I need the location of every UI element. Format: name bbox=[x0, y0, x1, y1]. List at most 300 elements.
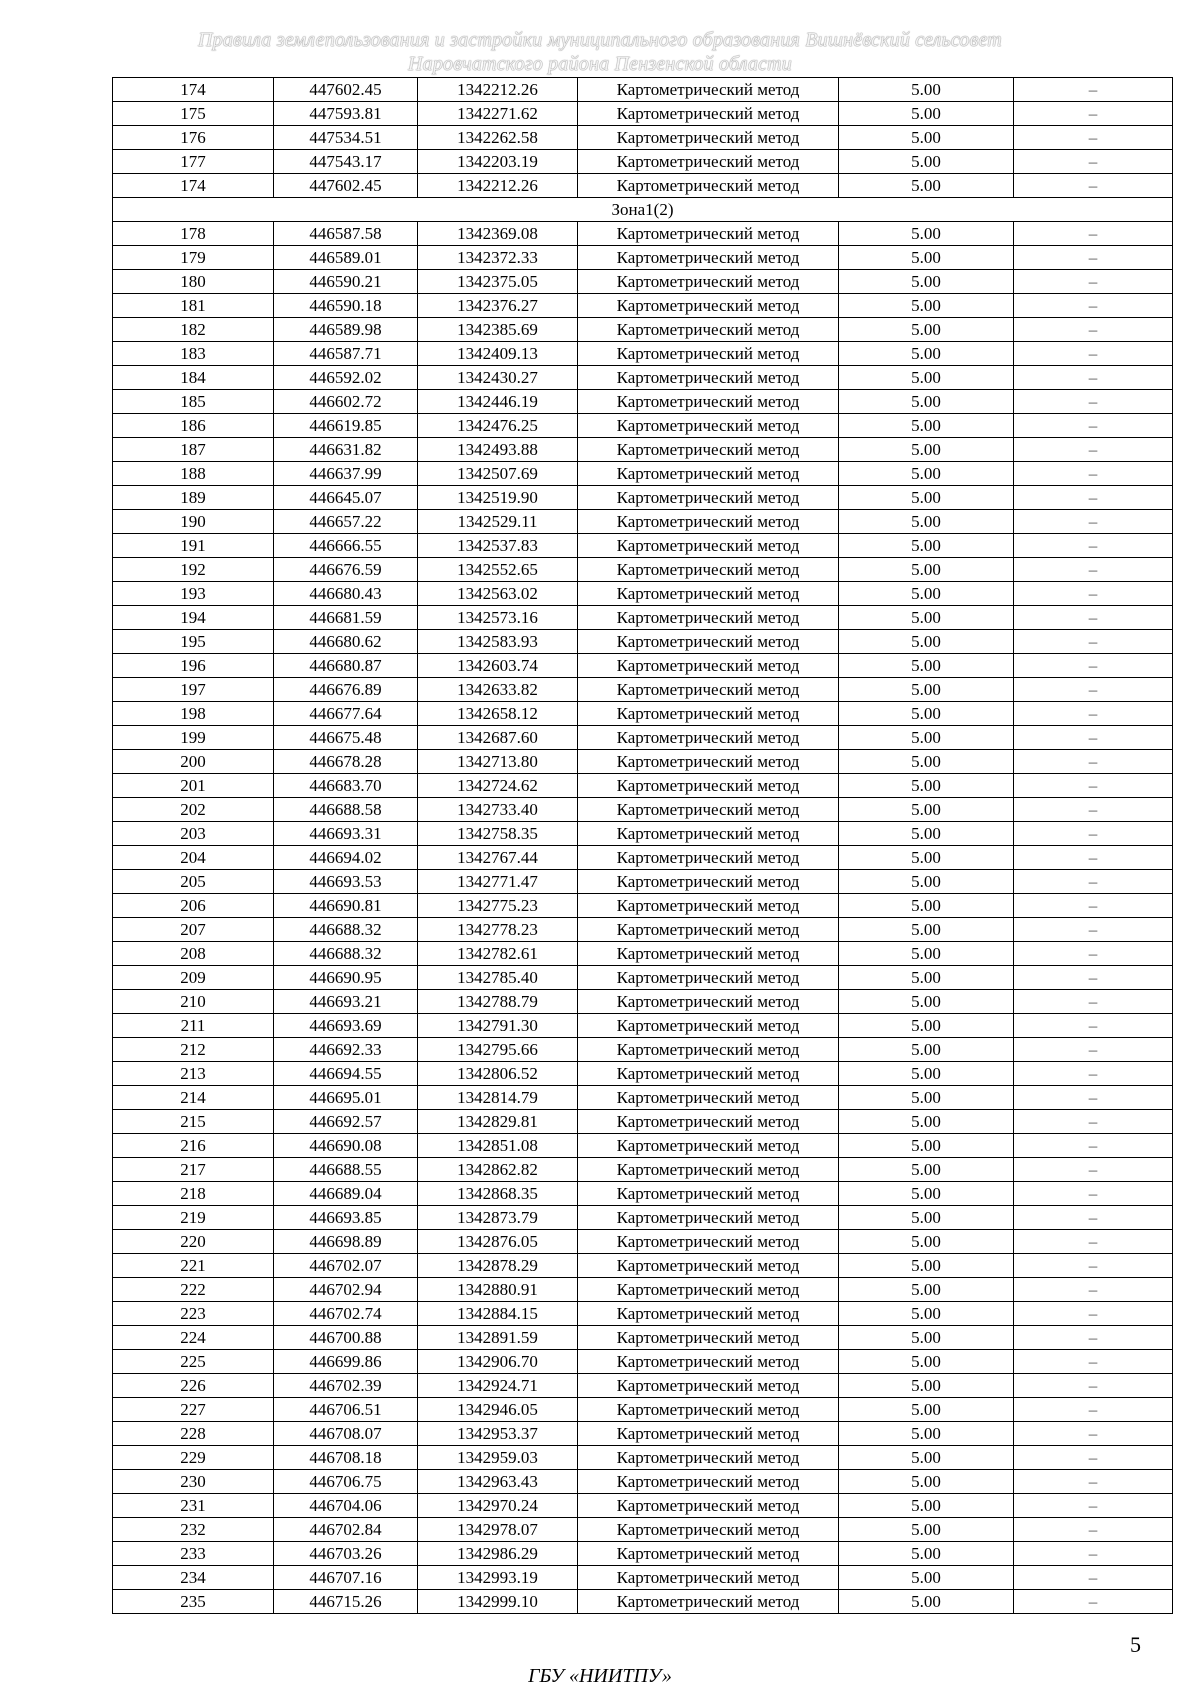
table-row bbox=[113, 1086, 1173, 1110]
description-cell: – bbox=[1014, 270, 1173, 294]
point-number-cell: 231 bbox=[113, 1494, 274, 1518]
x-coordinate-cell: 447602.45 bbox=[274, 174, 418, 198]
x-coordinate-cell: 446708.18 bbox=[274, 1446, 418, 1470]
x-coordinate-cell: 446680.62 bbox=[274, 630, 418, 654]
description-cell: – bbox=[1014, 1494, 1173, 1518]
description-cell: – bbox=[1014, 102, 1173, 126]
method-cell: Картометрический метод bbox=[578, 150, 839, 174]
table-row bbox=[113, 390, 1173, 414]
table-row bbox=[113, 270, 1173, 294]
point-number-cell: 216 bbox=[113, 1134, 274, 1158]
description-cell: – bbox=[1014, 1350, 1173, 1374]
x-coordinate-cell: 446681.59 bbox=[274, 606, 418, 630]
accuracy-cell: 5.00 bbox=[839, 966, 1014, 990]
accuracy-cell: 5.00 bbox=[839, 150, 1014, 174]
accuracy-cell: 5.00 bbox=[839, 486, 1014, 510]
description-cell: – bbox=[1014, 1518, 1173, 1542]
y-coordinate-cell: 1342271.62 bbox=[418, 102, 578, 126]
accuracy-cell: 5.00 bbox=[839, 1446, 1014, 1470]
method-cell: Картометрический метод bbox=[578, 870, 839, 894]
x-coordinate-cell: 446590.21 bbox=[274, 270, 418, 294]
point-number-cell: 197 bbox=[113, 678, 274, 702]
method-cell: Картометрический метод bbox=[578, 1278, 839, 1302]
x-coordinate-cell: 446592.02 bbox=[274, 366, 418, 390]
method-cell: Картометрический метод bbox=[578, 1518, 839, 1542]
method-cell: Картометрический метод bbox=[578, 414, 839, 438]
x-coordinate-cell: 446590.18 bbox=[274, 294, 418, 318]
x-coordinate-cell: 446702.07 bbox=[274, 1254, 418, 1278]
y-coordinate-cell: 1342795.66 bbox=[418, 1038, 578, 1062]
x-coordinate-cell: 446688.32 bbox=[274, 942, 418, 966]
accuracy-cell: 5.00 bbox=[839, 1014, 1014, 1038]
table-row bbox=[113, 414, 1173, 438]
y-coordinate-cell: 1342963.43 bbox=[418, 1470, 578, 1494]
accuracy-cell: 5.00 bbox=[839, 1350, 1014, 1374]
description-cell: – bbox=[1014, 366, 1173, 390]
method-cell: Картометрический метод bbox=[578, 1014, 839, 1038]
y-coordinate-cell: 1342880.91 bbox=[418, 1278, 578, 1302]
header-line-1: Правила землепользования и застройки муниципального образования Вишнёвский сельсовет bbox=[198, 29, 1002, 51]
description-cell: – bbox=[1014, 606, 1173, 630]
description-cell: – bbox=[1014, 750, 1173, 774]
x-coordinate-cell: 446698.89 bbox=[274, 1230, 418, 1254]
x-coordinate-cell: 446587.71 bbox=[274, 342, 418, 366]
x-coordinate-cell: 446619.85 bbox=[274, 414, 418, 438]
description-cell: – bbox=[1014, 1326, 1173, 1350]
y-coordinate-cell: 1342262.58 bbox=[418, 126, 578, 150]
point-number-cell: 205 bbox=[113, 870, 274, 894]
point-number-cell: 176 bbox=[113, 126, 274, 150]
method-cell: Картометрический метод bbox=[578, 678, 839, 702]
y-coordinate-cell: 1342999.10 bbox=[418, 1590, 578, 1614]
table-row bbox=[113, 462, 1173, 486]
x-coordinate-cell: 446702.84 bbox=[274, 1518, 418, 1542]
point-number-cell: 235 bbox=[113, 1590, 274, 1614]
accuracy-cell: 5.00 bbox=[839, 1206, 1014, 1230]
method-cell: Картометрический метод bbox=[578, 846, 839, 870]
x-coordinate-cell: 446693.85 bbox=[274, 1206, 418, 1230]
table-row bbox=[113, 486, 1173, 510]
method-cell: Картометрический метод bbox=[578, 1134, 839, 1158]
point-number-cell: 226 bbox=[113, 1374, 274, 1398]
method-cell: Картометрический метод bbox=[578, 78, 839, 102]
accuracy-cell: 5.00 bbox=[839, 846, 1014, 870]
accuracy-cell: 5.00 bbox=[839, 342, 1014, 366]
x-coordinate-cell: 446676.89 bbox=[274, 678, 418, 702]
table-row bbox=[113, 342, 1173, 366]
description-cell: – bbox=[1014, 774, 1173, 798]
table-row bbox=[113, 966, 1173, 990]
description-cell: – bbox=[1014, 246, 1173, 270]
point-number-cell: 206 bbox=[113, 894, 274, 918]
table-row bbox=[113, 246, 1173, 270]
description-cell: – bbox=[1014, 1038, 1173, 1062]
table-row bbox=[113, 1590, 1173, 1614]
method-cell: Картометрический метод bbox=[578, 1494, 839, 1518]
x-coordinate-cell: 446694.02 bbox=[274, 846, 418, 870]
x-coordinate-cell: 446693.21 bbox=[274, 990, 418, 1014]
table-row bbox=[113, 1470, 1173, 1494]
y-coordinate-cell: 1342430.27 bbox=[418, 366, 578, 390]
description-cell: – bbox=[1014, 1302, 1173, 1326]
accuracy-cell: 5.00 bbox=[839, 1494, 1014, 1518]
accuracy-cell: 5.00 bbox=[839, 1326, 1014, 1350]
method-cell: Картометрический метод bbox=[578, 822, 839, 846]
y-coordinate-cell: 1342986.29 bbox=[418, 1542, 578, 1566]
x-coordinate-cell: 446694.55 bbox=[274, 1062, 418, 1086]
accuracy-cell: 5.00 bbox=[839, 750, 1014, 774]
method-cell: Картометрический метод bbox=[578, 126, 839, 150]
x-coordinate-cell: 446706.75 bbox=[274, 1470, 418, 1494]
point-number-cell: 208 bbox=[113, 942, 274, 966]
description-cell: – bbox=[1014, 1278, 1173, 1302]
point-number-cell: 222 bbox=[113, 1278, 274, 1302]
point-number-cell: 193 bbox=[113, 582, 274, 606]
table-row bbox=[113, 1542, 1173, 1566]
accuracy-cell: 5.00 bbox=[839, 1278, 1014, 1302]
x-coordinate-cell: 446706.51 bbox=[274, 1398, 418, 1422]
x-coordinate-cell: 446690.08 bbox=[274, 1134, 418, 1158]
x-coordinate-cell: 446695.01 bbox=[274, 1086, 418, 1110]
point-number-cell: 187 bbox=[113, 438, 274, 462]
x-coordinate-cell: 446589.98 bbox=[274, 318, 418, 342]
point-number-cell: 225 bbox=[113, 1350, 274, 1374]
description-cell: – bbox=[1014, 414, 1173, 438]
method-cell: Картометрический метод bbox=[578, 534, 839, 558]
description-cell: – bbox=[1014, 726, 1173, 750]
accuracy-cell: 5.00 bbox=[839, 78, 1014, 102]
y-coordinate-cell: 1342851.08 bbox=[418, 1134, 578, 1158]
method-cell: Картометрический метод bbox=[578, 582, 839, 606]
method-cell: Картометрический метод bbox=[578, 462, 839, 486]
description-cell: – bbox=[1014, 1446, 1173, 1470]
y-coordinate-cell: 1342959.03 bbox=[418, 1446, 578, 1470]
method-cell: Картометрический метод bbox=[578, 630, 839, 654]
accuracy-cell: 5.00 bbox=[839, 1110, 1014, 1134]
accuracy-cell: 5.00 bbox=[839, 102, 1014, 126]
method-cell: Картометрический метод bbox=[578, 246, 839, 270]
table-row bbox=[113, 702, 1173, 726]
table-row bbox=[113, 1014, 1173, 1038]
description-cell: – bbox=[1014, 222, 1173, 246]
description-cell: – bbox=[1014, 462, 1173, 486]
x-coordinate-cell: 446702.39 bbox=[274, 1374, 418, 1398]
y-coordinate-cell: 1342758.35 bbox=[418, 822, 578, 846]
method-cell: Картометрический метод bbox=[578, 174, 839, 198]
table-row bbox=[113, 78, 1173, 102]
table-row bbox=[113, 510, 1173, 534]
x-coordinate-cell: 446688.55 bbox=[274, 1158, 418, 1182]
accuracy-cell: 5.00 bbox=[839, 558, 1014, 582]
table-row bbox=[113, 1422, 1173, 1446]
x-coordinate-cell: 446677.64 bbox=[274, 702, 418, 726]
method-cell: Картометрический метод bbox=[578, 1062, 839, 1086]
table-row bbox=[113, 102, 1173, 126]
y-coordinate-cell: 1342733.40 bbox=[418, 798, 578, 822]
accuracy-cell: 5.00 bbox=[839, 1038, 1014, 1062]
accuracy-cell: 5.00 bbox=[839, 678, 1014, 702]
y-coordinate-cell: 1342603.74 bbox=[418, 654, 578, 678]
description-cell: – bbox=[1014, 1182, 1173, 1206]
x-coordinate-cell: 446703.26 bbox=[274, 1542, 418, 1566]
point-number-cell: 230 bbox=[113, 1470, 274, 1494]
table-row bbox=[113, 1350, 1173, 1374]
point-number-cell: 188 bbox=[113, 462, 274, 486]
accuracy-cell: 5.00 bbox=[839, 1134, 1014, 1158]
method-cell: Картометрический метод bbox=[578, 1374, 839, 1398]
point-number-cell: 181 bbox=[113, 294, 274, 318]
x-coordinate-cell: 446675.48 bbox=[274, 726, 418, 750]
point-number-cell: 217 bbox=[113, 1158, 274, 1182]
method-cell: Картометрический метод bbox=[578, 1158, 839, 1182]
accuracy-cell: 5.00 bbox=[839, 918, 1014, 942]
table-row bbox=[113, 1158, 1173, 1182]
method-cell: Картометрический метод bbox=[578, 1302, 839, 1326]
y-coordinate-cell: 1342212.26 bbox=[418, 174, 578, 198]
point-number-cell: 178 bbox=[113, 222, 274, 246]
x-coordinate-cell: 446689.04 bbox=[274, 1182, 418, 1206]
point-number-cell: 196 bbox=[113, 654, 274, 678]
y-coordinate-cell: 1342785.40 bbox=[418, 966, 578, 990]
y-coordinate-cell: 1342375.05 bbox=[418, 270, 578, 294]
method-cell: Картометрический метод bbox=[578, 1206, 839, 1230]
table-row bbox=[113, 678, 1173, 702]
y-coordinate-cell: 1342873.79 bbox=[418, 1206, 578, 1230]
point-number-cell: 202 bbox=[113, 798, 274, 822]
y-coordinate-cell: 1342978.07 bbox=[418, 1518, 578, 1542]
x-coordinate-cell: 446678.28 bbox=[274, 750, 418, 774]
footer-organization: ГБУ «НИИТПУ» bbox=[528, 1665, 672, 1687]
y-coordinate-cell: 1342791.30 bbox=[418, 1014, 578, 1038]
y-coordinate-cell: 1342906.70 bbox=[418, 1350, 578, 1374]
accuracy-cell: 5.00 bbox=[839, 1422, 1014, 1446]
x-coordinate-cell: 446715.26 bbox=[274, 1590, 418, 1614]
method-cell: Картометрический метод bbox=[578, 966, 839, 990]
method-cell: Картометрический метод bbox=[578, 1422, 839, 1446]
description-cell: – bbox=[1014, 1374, 1173, 1398]
y-coordinate-cell: 1342385.69 bbox=[418, 318, 578, 342]
method-cell: Картометрический метод bbox=[578, 1470, 839, 1494]
x-coordinate-cell: 446631.82 bbox=[274, 438, 418, 462]
description-cell: – bbox=[1014, 78, 1173, 102]
accuracy-cell: 5.00 bbox=[839, 870, 1014, 894]
y-coordinate-cell: 1342868.35 bbox=[418, 1182, 578, 1206]
point-number-cell: 183 bbox=[113, 342, 274, 366]
x-coordinate-cell: 446602.72 bbox=[274, 390, 418, 414]
y-coordinate-cell: 1342372.33 bbox=[418, 246, 578, 270]
description-cell: – bbox=[1014, 630, 1173, 654]
table-row bbox=[113, 870, 1173, 894]
description-cell: – bbox=[1014, 390, 1173, 414]
accuracy-cell: 5.00 bbox=[839, 438, 1014, 462]
point-number-cell: 190 bbox=[113, 510, 274, 534]
y-coordinate-cell: 1342946.05 bbox=[418, 1398, 578, 1422]
accuracy-cell: 5.00 bbox=[839, 462, 1014, 486]
table-row bbox=[113, 846, 1173, 870]
table-row bbox=[113, 558, 1173, 582]
accuracy-cell: 5.00 bbox=[839, 246, 1014, 270]
table-row bbox=[113, 318, 1173, 342]
description-cell: – bbox=[1014, 1062, 1173, 1086]
description-cell: – bbox=[1014, 150, 1173, 174]
point-number-cell: 227 bbox=[113, 1398, 274, 1422]
accuracy-cell: 5.00 bbox=[839, 654, 1014, 678]
x-coordinate-cell: 446693.69 bbox=[274, 1014, 418, 1038]
accuracy-cell: 5.00 bbox=[839, 822, 1014, 846]
point-number-cell: 224 bbox=[113, 1326, 274, 1350]
description-cell: – bbox=[1014, 678, 1173, 702]
table-row bbox=[113, 438, 1173, 462]
y-coordinate-cell: 1342771.47 bbox=[418, 870, 578, 894]
y-coordinate-cell: 1342876.05 bbox=[418, 1230, 578, 1254]
description-cell: – bbox=[1014, 990, 1173, 1014]
accuracy-cell: 5.00 bbox=[839, 366, 1014, 390]
x-coordinate-cell: 446692.57 bbox=[274, 1110, 418, 1134]
point-number-cell: 212 bbox=[113, 1038, 274, 1062]
accuracy-cell: 5.00 bbox=[839, 942, 1014, 966]
point-number-cell: 179 bbox=[113, 246, 274, 270]
point-number-cell: 195 bbox=[113, 630, 274, 654]
method-cell: Картометрический метод bbox=[578, 222, 839, 246]
accuracy-cell: 5.00 bbox=[839, 1542, 1014, 1566]
table-body-part-a bbox=[113, 78, 1173, 198]
description-cell: – bbox=[1014, 654, 1173, 678]
y-coordinate-cell: 1342806.52 bbox=[418, 1062, 578, 1086]
point-number-cell: 219 bbox=[113, 1206, 274, 1230]
method-cell: Картометрический метод bbox=[578, 270, 839, 294]
description-cell: – bbox=[1014, 1566, 1173, 1590]
accuracy-cell: 5.00 bbox=[839, 126, 1014, 150]
method-cell: Картометрический метод bbox=[578, 318, 839, 342]
y-coordinate-cell: 1342814.79 bbox=[418, 1086, 578, 1110]
description-cell: – bbox=[1014, 1014, 1173, 1038]
running-header bbox=[0, 28, 1200, 76]
method-cell: Картометрический метод bbox=[578, 654, 839, 678]
method-cell: Картометрический метод bbox=[578, 366, 839, 390]
description-cell: – bbox=[1014, 486, 1173, 510]
x-coordinate-cell: 446688.58 bbox=[274, 798, 418, 822]
description-cell: – bbox=[1014, 1134, 1173, 1158]
x-coordinate-cell: 446699.86 bbox=[274, 1350, 418, 1374]
method-cell: Картометрический метод bbox=[578, 774, 839, 798]
table-row bbox=[113, 942, 1173, 966]
description-cell: – bbox=[1014, 510, 1173, 534]
method-cell: Картометрический метод bbox=[578, 1230, 839, 1254]
method-cell: Картометрический метод bbox=[578, 1542, 839, 1566]
method-cell: Картометрический метод bbox=[578, 1254, 839, 1278]
accuracy-cell: 5.00 bbox=[839, 414, 1014, 438]
y-coordinate-cell: 1342878.29 bbox=[418, 1254, 578, 1278]
point-number-cell: 210 bbox=[113, 990, 274, 1014]
table-row bbox=[113, 1398, 1173, 1422]
table-row bbox=[113, 1374, 1173, 1398]
method-cell: Картометрический метод bbox=[578, 942, 839, 966]
table-row bbox=[113, 990, 1173, 1014]
x-coordinate-cell: 446666.55 bbox=[274, 534, 418, 558]
accuracy-cell: 5.00 bbox=[839, 1230, 1014, 1254]
method-cell: Картометрический метод bbox=[578, 990, 839, 1014]
y-coordinate-cell: 1342713.80 bbox=[418, 750, 578, 774]
accuracy-cell: 5.00 bbox=[839, 510, 1014, 534]
y-coordinate-cell: 1342552.65 bbox=[418, 558, 578, 582]
point-number-cell: 175 bbox=[113, 102, 274, 126]
x-coordinate-cell: 446676.59 bbox=[274, 558, 418, 582]
y-coordinate-cell: 1342583.93 bbox=[418, 630, 578, 654]
accuracy-cell: 5.00 bbox=[839, 990, 1014, 1014]
method-cell: Картометрический метод bbox=[578, 438, 839, 462]
accuracy-cell: 5.00 bbox=[839, 1374, 1014, 1398]
table-row bbox=[113, 1494, 1173, 1518]
table-row bbox=[113, 1206, 1173, 1230]
point-number-cell: 180 bbox=[113, 270, 274, 294]
accuracy-cell: 5.00 bbox=[839, 294, 1014, 318]
table-row bbox=[113, 1518, 1173, 1542]
y-coordinate-cell: 1342633.82 bbox=[418, 678, 578, 702]
method-cell: Картометрический метод bbox=[578, 1086, 839, 1110]
accuracy-cell: 5.00 bbox=[839, 1518, 1014, 1542]
point-number-cell: 184 bbox=[113, 366, 274, 390]
table-row bbox=[113, 1302, 1173, 1326]
point-number-cell: 232 bbox=[113, 1518, 274, 1542]
method-cell: Картометрический метод bbox=[578, 894, 839, 918]
page-number: 5 bbox=[1130, 1632, 1141, 1657]
x-coordinate-cell: 446637.99 bbox=[274, 462, 418, 486]
description-cell: – bbox=[1014, 294, 1173, 318]
method-cell: Картометрический метод bbox=[578, 102, 839, 126]
point-number-cell: 198 bbox=[113, 702, 274, 726]
y-coordinate-cell: 1342369.08 bbox=[418, 222, 578, 246]
coordinates-table bbox=[112, 77, 1173, 1614]
accuracy-cell: 5.00 bbox=[839, 390, 1014, 414]
accuracy-cell: 5.00 bbox=[839, 1398, 1014, 1422]
x-coordinate-cell: 446693.31 bbox=[274, 822, 418, 846]
table-row bbox=[113, 174, 1173, 198]
accuracy-cell: 5.00 bbox=[839, 222, 1014, 246]
description-cell: – bbox=[1014, 1110, 1173, 1134]
accuracy-cell: 5.00 bbox=[839, 726, 1014, 750]
table-row bbox=[113, 366, 1173, 390]
point-number-cell: 213 bbox=[113, 1062, 274, 1086]
table-row bbox=[113, 894, 1173, 918]
y-coordinate-cell: 1342687.60 bbox=[418, 726, 578, 750]
x-coordinate-cell: 446693.53 bbox=[274, 870, 418, 894]
description-cell: – bbox=[1014, 582, 1173, 606]
y-coordinate-cell: 1342778.23 bbox=[418, 918, 578, 942]
y-coordinate-cell: 1342376.27 bbox=[418, 294, 578, 318]
table-row bbox=[113, 294, 1173, 318]
point-number-cell: 191 bbox=[113, 534, 274, 558]
point-number-cell: 186 bbox=[113, 414, 274, 438]
table-row bbox=[113, 1134, 1173, 1158]
method-cell: Картометрический метод bbox=[578, 1398, 839, 1422]
y-coordinate-cell: 1342891.59 bbox=[418, 1326, 578, 1350]
y-coordinate-cell: 1342493.88 bbox=[418, 438, 578, 462]
table-row bbox=[113, 1278, 1173, 1302]
table-row bbox=[113, 1446, 1173, 1470]
description-cell: – bbox=[1014, 1206, 1173, 1230]
accuracy-cell: 5.00 bbox=[839, 1158, 1014, 1182]
x-coordinate-cell: 447593.81 bbox=[274, 102, 418, 126]
method-cell: Картометрический метод bbox=[578, 342, 839, 366]
x-coordinate-cell: 446680.43 bbox=[274, 582, 418, 606]
table-row bbox=[113, 222, 1173, 246]
y-coordinate-cell: 1342862.82 bbox=[418, 1158, 578, 1182]
zone-label: Зона1(2) bbox=[113, 198, 1173, 222]
point-number-cell: 234 bbox=[113, 1566, 274, 1590]
description-cell: – bbox=[1014, 318, 1173, 342]
point-number-cell: 220 bbox=[113, 1230, 274, 1254]
description-cell: – bbox=[1014, 342, 1173, 366]
